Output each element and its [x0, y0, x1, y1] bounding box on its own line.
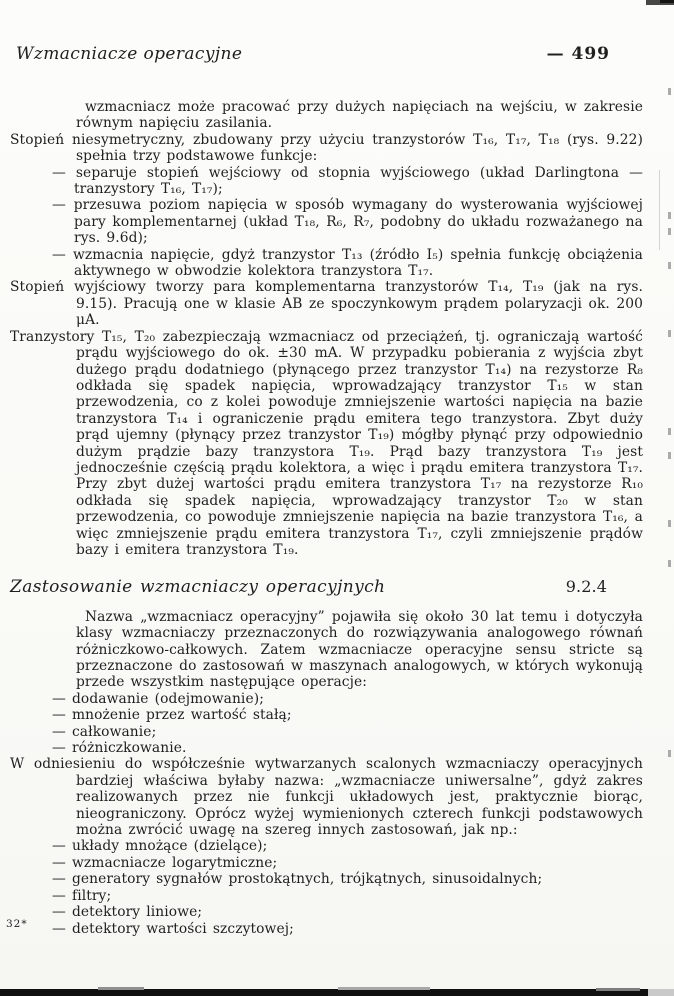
signature-mark: 32* [6, 918, 28, 930]
running-header [16, 44, 610, 64]
paragraph: Tranzystory T₁₅, T₂₀ zabezpieczają wzmacniacz od przeciążeń, tj. ograniczają wartość prądu wyjściowego do ok. ±30 mA. W przypadku pobierania z wyjścia zbyt dużego prądu dodatniego (płynącego przez tranzystor T₁₄) na rezystorze R₈ odkłada się spadek napięcia, wprowadzający tranzystor T₁₅ w stan przewodzenia, co z kolei powoduje zmniejszenie wartości napięcia na bazie tranzystora T₁₄ i ograniczenie prądu emitera tego tranzystora. Zbyt duży prąd ujemny (płynący przez tranzystor T₁₉) mógłby płynąć przy odpowiednio dużym prądzie bazy tranzystora T₁₉. Prąd bazy tranzystora T₁₉ jest jednocześnie częścią prądu kolektora, a więc i prądu emitera tranzystora T₁₇. Przy zbyt dużej wartości prądu emitera tranzystora T₁₇ na rezystorze R₁₀ odkłada się spadek napięcia, wprowadzający tranzystor T₂₀ w stan przewodzenia, co powoduje zmniejszenie napięcia na bazie tranzystora T₁₆, a więc zmniejszenie prądu emitera tranzystora T₁₇, czyli zmniejszenie prądów bazy i emitera tranzystora T₁₉. [10, 328, 643, 558]
scan-artifact-tick [668, 560, 671, 567]
list-item: — generatory sygnałów prostokątnych, trójkątnych, sinusoidalnych; [52, 871, 543, 888]
scan-artifact-tick [668, 228, 671, 235]
list-item: — wzmacnia napięcie, gdyż tranzystor T₁₃ (źródło I₅) spełnia funkcję obciążenia aktywnego w obwodzie kolektora tranzystora T₁₇. [52, 246, 643, 280]
list-item: — mnożenie przez wartość stałą; [52, 707, 292, 724]
list-item: — wzmacniacze logarytmiczne; [52, 854, 278, 871]
list-item: — detektory liniowe; [52, 904, 203, 921]
running-title: Wzmacniacze operacyjne [16, 44, 243, 64]
scan-artifact-bottom-blob [648, 989, 674, 996]
list-item: — całkowanie; [52, 723, 157, 740]
scan-artifact-bottom-blob [338, 987, 430, 990]
scan-artifact-tick [668, 452, 671, 459]
paragraph: Stopień niesymetryczny, zbudowany przy użyciu tranzystorów T₁₆, T₁₇, T₁₈ (rys. 9.22) spełnia trzy podstawowe funkcje: [10, 131, 643, 165]
list-item: — filtry; [52, 887, 112, 904]
scan-artifact-bottom-bar [0, 989, 674, 996]
scan-artifact-bottom-blob [596, 988, 640, 991]
list-item: — detektory wartości szczytowej; [52, 920, 294, 937]
scan-artifact-tick [668, 520, 671, 527]
page-number: — 499 [546, 44, 610, 64]
section-title: Zastosowanie wzmacniaczy operacyjnych [10, 577, 386, 598]
scan-artifact-corner-dark [660, 0, 674, 3]
scan-artifact-tick [668, 428, 671, 435]
list-item: — przesuwa poziom napięcia w sposób wymagany do wysterowania wyjściowej pary komplementarnej (układ T₁₈, R₆, R₇, podobny do układu rozważanego na rys. 9.6d); [52, 197, 643, 247]
list-item: — separuje stopień wejściowy od stopnia wyjściowego (układ Darlingtona — tranzystory T₁₆, T₁₇); [52, 164, 643, 198]
list-item: — różniczkowanie. [52, 740, 187, 757]
text-body [10, 99, 643, 937]
scan-artifact-tick [668, 212, 671, 219]
scan-artifact-tick [668, 330, 671, 337]
paragraph: wzmacniacz może pracować przy dużych napięciach na wejściu, w zakresie równym napięciu zasilania. [76, 99, 643, 132]
scan-artifact-edge-line [659, 170, 660, 250]
list-item: — dodawanie (odejmowanie); [52, 690, 264, 707]
paragraph: Nazwa „wzmacniacz operacyjny” pojawiła się około 30 lat temu i dotyczyła klasy wzmacniaczy przeznaczonych do rozwiązywania analogowego równań różniczkowo-całkowych. Zatem wzmacniacze operacyjne sensu stricte są przeznaczone do zastosowań w maszynach analogowych, w których wykonują przede wszystkim następujące operacje: [76, 608, 643, 691]
scan-artifact-tick [668, 88, 671, 95]
paragraph: W odniesieniu do współcześnie wytwarzanych scalonych wzmacniaczy operacyjnych bardziej właściwa byłaby nazwa: „wzmacniacze uniwersalne”, gdyż zakres realizowanych przez nie funkcji układowych jest, praktycznie biorąc, nieograniczony. Oprócz wyżej wymienionych czterech funkcji podstawowych można zwrócić uwagę na szereg innych zastosowań, jak np.: [10, 756, 643, 839]
paragraph: Stopień wyjściowy tworzy para komplementarna tranzystorów T₁₄, T₁₉ (jak na rys. 9.15). Pracują one w klasie AB ze spoczynkowym prądem polaryzacji ok. 200 μA. [10, 279, 643, 329]
section-number: 9.2.4 [565, 577, 607, 597]
scan-artifact-bottom-blob [98, 987, 144, 990]
section-heading [10, 577, 643, 598]
list-item: — układy mnożące (dzielące); [52, 838, 268, 855]
scan-artifact-tick [668, 750, 671, 757]
scan-artifact-tick [668, 262, 671, 269]
